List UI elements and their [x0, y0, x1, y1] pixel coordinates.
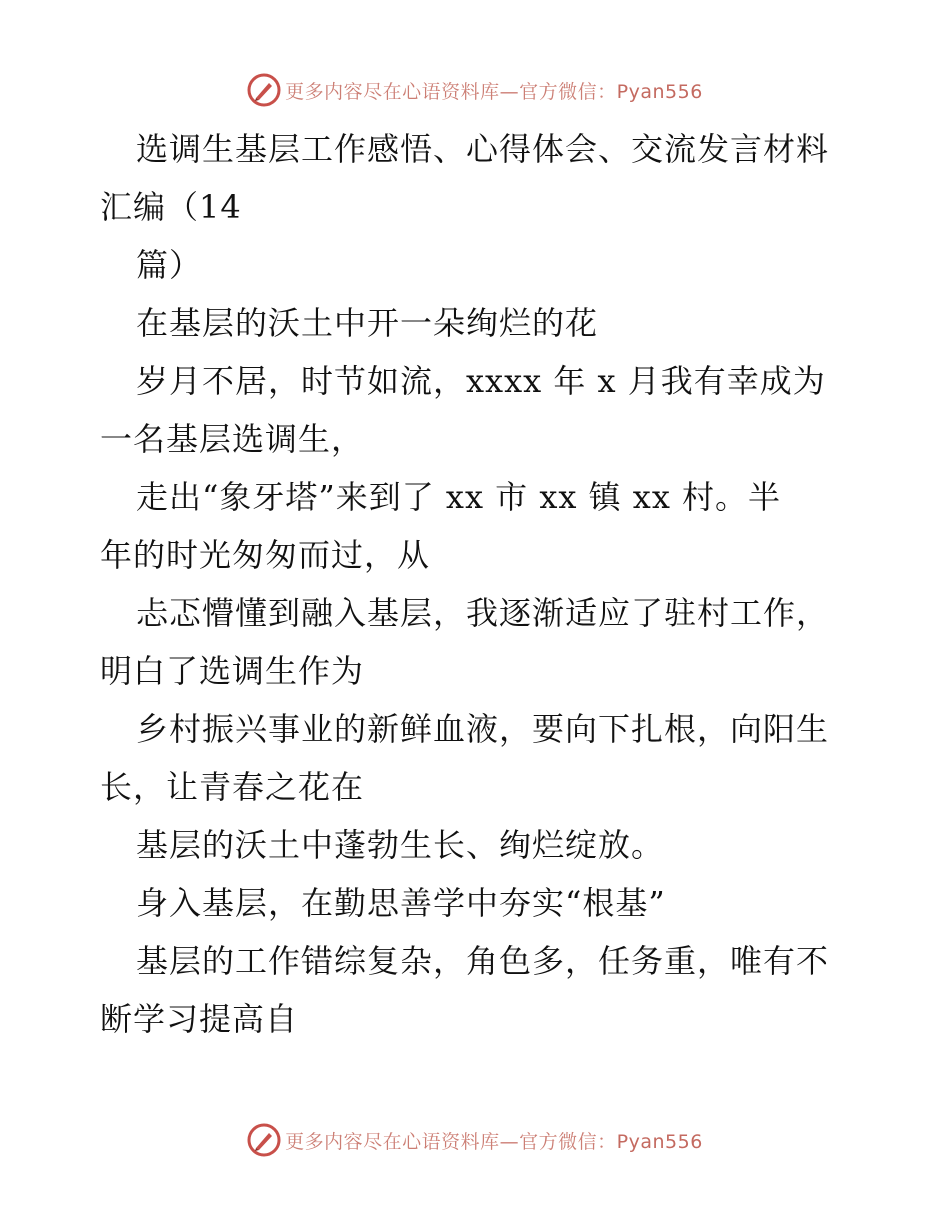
document-line: 乡村振兴事业的新鲜血液，要向下扎根，向阳生 — [136, 710, 830, 748]
document-line: 基层的沃土中蓬勃生长、绚烂绽放。 — [136, 826, 665, 864]
document-line: 篇） — [136, 246, 203, 284]
pen-logo-icon — [247, 73, 281, 107]
document-line: 岁月不居，时节如流，xxxx 年 x 月我有幸成为 — [136, 362, 826, 400]
document-line: 走出“象牙塔”来到了 xx 市 xx 镇 xx 村。半 — [136, 478, 782, 516]
document-line: 一名基层选调生， — [100, 420, 365, 458]
header-wechat-id: Pyan556 — [616, 80, 703, 103]
document-line: 忐忑懵懂到融入基层，我逐渐适应了驻村工作， — [136, 594, 830, 632]
document-line: 选调生基层工作感悟、心得体会、交流发言材料 — [136, 130, 830, 168]
footer-wechat-id: Pyan556 — [616, 1130, 703, 1153]
document-line: 身入基层，在勤思善学中夯实“根基” — [136, 884, 666, 922]
document-line: 年的时光匆匆而过，从 — [100, 536, 431, 574]
footer-banner-text: 更多内容尽在心语资料库—官方微信：Pyan556 — [285, 1130, 703, 1153]
document-line: 长，让青春之花在 — [100, 768, 365, 806]
document-line: 断学习提高自 — [100, 1000, 299, 1038]
footer-banner — [0, 1120, 950, 1160]
header-banner-text: 更多内容尽在心语资料库—官方微信：Pyan556 — [285, 80, 703, 103]
document-line: 在基层的沃土中开一朵绚烂的花 — [136, 304, 599, 342]
document-body — [100, 120, 860, 1048]
pen-logo-icon — [247, 1123, 281, 1157]
document-line: 基层的工作错综复杂，角色多，任务重，唯有不 — [136, 942, 830, 980]
header-banner — [0, 70, 950, 110]
document-line: 明白了选调生作为 — [100, 652, 365, 690]
document-line: 汇编（14 — [100, 188, 242, 226]
